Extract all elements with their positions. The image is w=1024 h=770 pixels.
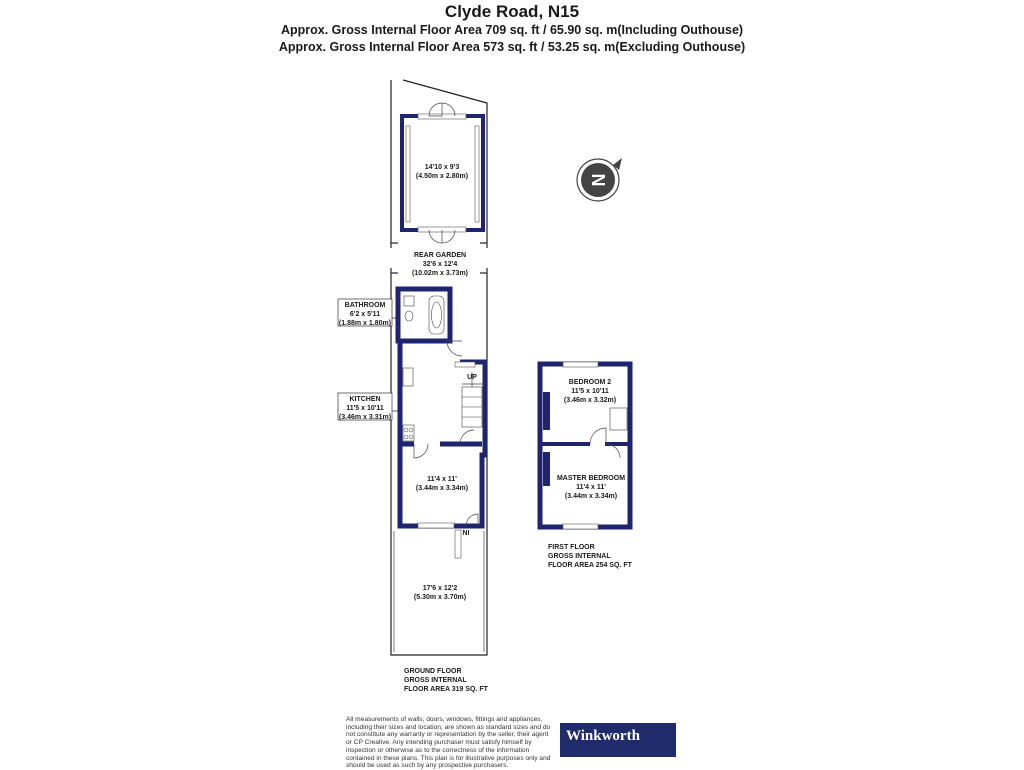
reception-size: 11'4 x 11' (427, 476, 457, 483)
disclaimer-text: All measurements of walls, doors, windows, fittings and appliances, including their sizes and location, are shown as standard sizes and do not constitute any warranty or representation by the seller, their agent or CP Creative. Any intending purchaser must satisfy himself by inspection or otherwise as to the correctness of the information contained in these plans. This plan is for illustrative purposes only and should be used as such by any prospective purchasers. (346, 716, 551, 770)
area-excluding-outhouse: Approx. Gross Internal Floor Area 573 sq. ft / 53.25 sq. m(Excluding Outhouse) (278, 40, 746, 54)
kitchen-name: KITCHEN (349, 396, 381, 403)
kitchen-metric: (3.46m x 3.31m) (338, 414, 392, 421)
master-bedroom-metric: (3.44m x 3.34m) (564, 493, 618, 500)
bathroom-name: BATHROOM (344, 302, 386, 309)
area-including-outhouse: Approx. Gross Internal Floor Area 709 sq. ft / 65.90 sq. m(Including Outhouse) (280, 23, 744, 37)
first-floor-line1: FIRST FLOOR (548, 544, 595, 551)
rear-garden-size: 32'6 x 12'4 (422, 261, 458, 268)
winkworth-logo: Winkworth (560, 723, 676, 757)
first-floor-line2: GROSS INTERNAL (548, 553, 611, 560)
bedroom2-name: BEDROOM 2 (568, 379, 612, 386)
ground-floor-house (392, 318, 485, 558)
ground-floor-line3: FLOOR AREA 319 SQ. FT (404, 686, 488, 693)
master-bedroom-name: MASTER BEDROOM (556, 475, 626, 482)
outhouse-metric: (4.50m x 2.80m) (415, 173, 469, 180)
compass-letter: N (589, 173, 609, 187)
entrance-in-label: IN (462, 528, 470, 535)
bathroom-block (398, 289, 462, 356)
master-bedroom-size: 11'4 x 11' (576, 484, 606, 491)
bedroom2-size: 11'5 x 10'11 (571, 388, 609, 395)
page-title: Clyde Road, N15 (444, 2, 580, 21)
kitchen-size: 11'5 x 10'11 (346, 405, 384, 412)
outhouse-size: 14'10 x 9'3 (424, 164, 460, 171)
bathroom-size: 6'2 x 5'11 (349, 311, 381, 318)
front-garden-metric: (5.30m x 3.70m) (413, 594, 467, 601)
bedroom2-metric: (3.46m x 3.32m) (563, 397, 617, 404)
reception-metric: (3.44m x 3.34m) (415, 485, 469, 492)
ground-floor-line1: GROUND FLOOR (404, 668, 462, 675)
ground-floor-line2: GROSS INTERNAL (404, 677, 467, 684)
front-garden-size: 17'6 x 12'2 (422, 585, 458, 592)
stairs-up-label: UP (467, 374, 477, 381)
first-floor-line3: FLOOR AREA 254 SQ. FT (548, 562, 632, 569)
rear-garden-metric: (10.02m x 3.73m) (411, 270, 469, 277)
bathroom-metric: (1.88m x 1.80m) (338, 320, 392, 327)
rear-garden-name: REAR GARDEN (413, 252, 467, 259)
